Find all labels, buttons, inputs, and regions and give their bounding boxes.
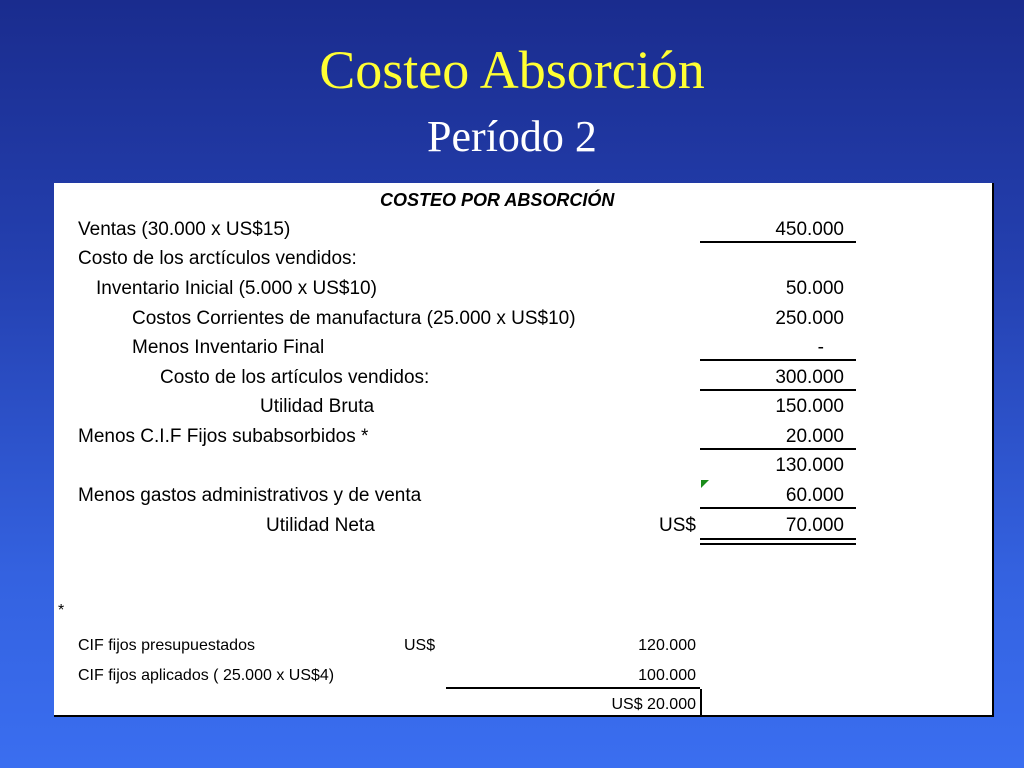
slide-title: Costeo Absorción — [319, 40, 705, 100]
underline-underapplied-overhead — [700, 448, 856, 450]
row-value-gross-profit: 150.000 — [775, 396, 844, 417]
income-statement-sheet — [54, 183, 994, 717]
row-label-current-costs: Costos Corrientes de manufactura (25.000 x US$10) — [132, 308, 576, 329]
row-value-net-income: 70.000 — [785, 515, 844, 536]
underline-footnote-applied — [446, 687, 700, 689]
double-underline-net-income — [700, 538, 856, 545]
footnote-label-applied: CIF fijos aplicados ( 25.000 x US$4) — [78, 667, 335, 684]
footnote-label-budgeted: CIF fijos presupuestados — [78, 637, 255, 654]
footnote-value-budgeted: 120.000 — [638, 637, 696, 654]
footnote-value-applied: 100.000 — [638, 667, 696, 684]
footnote-marker: * — [58, 602, 65, 619]
row-value-admin-expenses: 60.000 — [785, 485, 844, 506]
underline-cogs-total — [700, 389, 856, 391]
row-label-beginning-inventory: Inventario Inicial (5.000 x US$10) — [96, 278, 377, 299]
row-label-net-income: Utilidad Neta — [266, 515, 375, 536]
row-label-sales: Ventas (30.000 x US$15) — [78, 219, 291, 240]
row-value-underapplied-overhead: 20.000 — [785, 426, 844, 447]
underline-ending-inventory — [700, 359, 856, 361]
row-value-current-costs: 250.000 — [775, 308, 844, 329]
row-value-beginning-inventory: 50.000 — [785, 278, 844, 299]
sheet-header: COSTEO POR ABSORCIÓN — [380, 190, 615, 210]
row-value-sales: 450.000 — [775, 219, 844, 240]
row-label-cogs-header: Costo de los arctículos vendidos: — [78, 248, 357, 269]
footnote-value-difference: US$ 20.000 — [611, 696, 696, 713]
row-label-admin-expenses: Menos gastos administrativos y de venta — [78, 485, 422, 506]
slide-subtitle: Período 2 — [427, 112, 597, 161]
row-label-ending-inventory: Menos Inventario Final — [132, 337, 325, 358]
underline-admin-expenses — [700, 507, 856, 509]
footnote-currency-budgeted: US$ — [404, 637, 436, 654]
row-value-ending-inventory: - — [817, 337, 824, 358]
row-value-cogs-total: 300.000 — [775, 367, 844, 388]
row-label-underapplied-overhead: Menos C.I.F Fijos subabsorbidos * — [78, 426, 369, 447]
underline-sales — [700, 241, 856, 243]
row-value-subtotal: 130.000 — [775, 455, 844, 476]
row-currency-net-income: US$ — [659, 515, 696, 536]
footnote-column-border — [700, 689, 702, 715]
row-label-cogs-total: Costo de los artículos vendidos: — [160, 367, 430, 388]
row-label-gross-profit: Utilidad Bruta — [260, 396, 375, 417]
